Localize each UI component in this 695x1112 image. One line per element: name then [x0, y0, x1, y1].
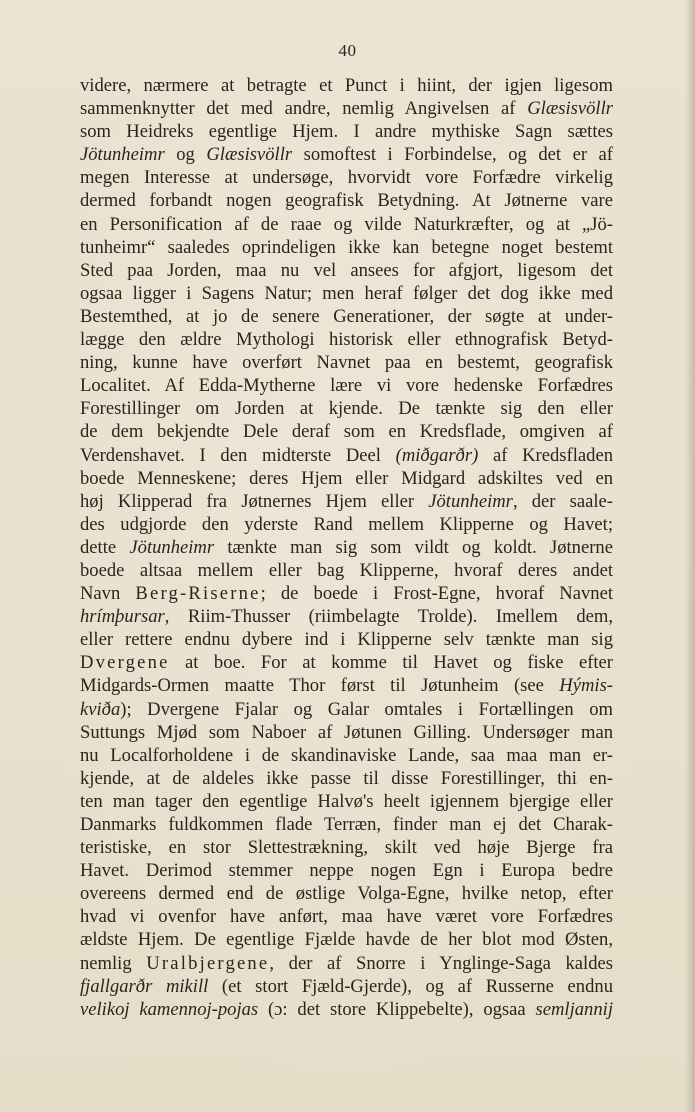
text-line: [80, 166, 613, 189]
text-segment: ældste Hjem. De egentlige Fjælde havde de her blot mod Østen,: [80, 929, 613, 951]
text-segment: eller rettere endnu dybere ind i Klipperne selv tænkte man sig: [80, 629, 613, 651]
text-line: [80, 628, 613, 651]
text-line: [80, 120, 613, 143]
text-segment: Danmarks fuldkommen flade Terræn, finder man ej det Charak-: [80, 814, 613, 835]
text-segment: ); Dvergene Fjalar og Galar omtales i Fortællingen om: [120, 698, 613, 720]
text-line: [80, 143, 613, 166]
text-segment: boede altsaa mellem eller bag Klipperne, hvoraf deres andet: [80, 559, 613, 581]
text-line: [80, 790, 613, 813]
text-line: [80, 536, 613, 559]
text-segment: Midgards-Ormen maatte Thor først til Jøtunheim (see: [80, 675, 560, 697]
text-line: [80, 582, 613, 605]
italic-term: fjallgarðr mikill: [80, 975, 209, 997]
text-line: [80, 213, 613, 236]
text-line: [80, 998, 613, 1021]
text-line: [80, 490, 613, 513]
spaced-term: Berg-Riserne: [135, 583, 261, 605]
text-segment: videre, nærmere at betragte et Punct i hiint, der igjen ligesom: [80, 75, 613, 96]
text-line: [80, 559, 613, 582]
text-segment: Sted paa Jorden, maa nu vel ansees for afgjort, ligesom det: [80, 259, 613, 281]
italic-term: Jötunheimr: [129, 536, 215, 558]
text-segment: ogsaa ligger i Sagens Natur; men heraf følger det dog ikke med: [80, 282, 613, 304]
text-segment: og: [164, 144, 207, 166]
text-segment: des udgjorde den yderste Rand mellem Klipperne og Havet;: [80, 513, 613, 535]
italic-term: Hýmis-: [559, 675, 613, 697]
text-segment: dermed forbandt nogen geografisk Betydning. At Jøtnerne vare: [80, 190, 613, 212]
text-line: [80, 905, 613, 928]
text-segment: , der saale-: [512, 490, 613, 512]
text-segment: sammenknytter det med andre, nemlig Angivelsen af: [80, 98, 528, 120]
text-line: [80, 674, 613, 697]
text-segment: Forestillinger om Jorden at kjende. De tænkte sig den eller: [80, 398, 613, 420]
text-segment: , der af Snorre i Ynglinge-Saga kaldes: [269, 952, 613, 974]
spaced-term: Uralbjergene: [146, 952, 270, 974]
text-line: [80, 420, 613, 443]
text-line: [80, 651, 613, 674]
text-segment: en Personification af de raae og vilde Naturkræfter, og at „Jö-: [80, 213, 613, 235]
text-segment: Bestemthed, at jo de senere Generationer, der søgte at under-: [80, 305, 613, 327]
text-segment: boede Menneskene; deres Hjem eller Midgard adskiltes ved en: [80, 467, 613, 489]
text-segment: nu Localforholdene i de skandinaviske Lande, saa maa man er-: [80, 744, 613, 766]
text-line: [80, 813, 613, 836]
italic-term: (miðgarðr): [395, 444, 479, 466]
italic-term: velikoj kamennoj-pojas: [80, 998, 259, 1020]
text-line: [80, 305, 613, 328]
text-segment: som Heidreks egentlige Hjem. I andre mythiske Sagn sættes: [80, 121, 613, 143]
spaced-term: Dvergene: [80, 652, 170, 674]
text-line: [80, 952, 613, 975]
text-segment: nemlig: [80, 952, 147, 974]
text-segment: af Kredsfladen: [478, 444, 613, 466]
italic-term: kviða: [80, 698, 121, 720]
text-line: [80, 721, 613, 744]
text-line: [80, 467, 613, 490]
text-line: [80, 397, 613, 420]
text-segment: ; de boede i Frost-Egne, hvoraf Navnet: [260, 583, 613, 605]
italic-term: semljannij: [535, 998, 613, 1020]
text-line: [80, 97, 613, 120]
page-edge-shadow: [685, 0, 695, 1112]
text-segment: Suttungs Mjød som Naboer af Jøtunen Gilling. Undersøger man: [80, 721, 613, 743]
text-line: [80, 74, 613, 97]
text-segment: megen Interesse at undersøge, hvorvidt vore Forfædre virkelig: [80, 167, 613, 189]
text-line: [80, 513, 613, 536]
text-line: [80, 259, 613, 282]
text-segment: de dem bekjendte Dele deraf som en Kredsflade, omgiven af: [80, 421, 613, 443]
text-segment: Havet. Derimod stemmer neppe nogen Egn i Europa bedre: [80, 860, 613, 882]
italic-term: Glæsisvöllr: [527, 98, 613, 120]
italic-term: Glæsisvöllr: [206, 144, 293, 166]
text-segment: teristiske, en stor Slettestrækning, skilt ved høje Bjerge fra: [80, 837, 613, 859]
text-line: [80, 236, 613, 259]
text-line: [80, 605, 613, 628]
italic-term: hrímþursar: [80, 606, 165, 628]
text-segment: tunheimr“ saaledes oprindeligen ikke kan betegne noget bestemt: [80, 236, 613, 258]
text-line: [80, 928, 613, 951]
text-segment: dette: [80, 536, 130, 558]
text-segment: (ɔ: det store Klippebelte), ogsaa: [258, 998, 536, 1020]
text-segment: Verdenshavet. I den midterste Deel: [80, 444, 396, 466]
text-line: [80, 836, 613, 859]
page-number: 40: [338, 41, 357, 60]
text-segment: ning, kunne have overført Navnet paa en bestemt, geografisk: [80, 352, 613, 374]
text-line: [80, 189, 613, 212]
text-segment: Navn: [80, 583, 136, 605]
italic-term: Jötunheimr: [428, 490, 513, 512]
text-line: [80, 859, 613, 882]
text-line: [80, 351, 613, 374]
text-segment: hvad vi ovenfor have anført, maa have været vore Forfædres: [80, 906, 613, 928]
text-segment: ten man tager den egentlige Halvø's heelt igjennem bjergige eller: [80, 790, 613, 812]
text-line: [80, 767, 613, 790]
text-line: [80, 282, 613, 305]
text-segment: , Riim-Thusser (riimbelagte Trolde). Imellem dem,: [164, 606, 613, 628]
text-line: [80, 374, 613, 397]
body-text: [80, 74, 613, 1021]
italic-term: Jötunheimr: [80, 144, 165, 166]
text-line: [80, 744, 613, 767]
text-segment: tænkte man sig som vildt og koldt. Jøtnerne: [214, 536, 613, 558]
text-segment: somoftest i Forbindelse, og det er af: [292, 144, 614, 166]
text-line: [80, 975, 613, 998]
text-line: [80, 882, 613, 905]
text-line: [80, 698, 613, 721]
text-segment: Localitet. Af Edda-Mytherne lære vi vore hedenske Forfædres: [80, 375, 613, 397]
text-segment: kjende, at de aldeles ikke passe til disse Forestillinger, thi en-: [80, 767, 613, 789]
text-line: [80, 444, 613, 467]
text-segment: at boe. For at komme til Havet og fiske efter: [169, 652, 613, 674]
text-segment: lægge den ældre Mythologi historisk eller ethnografisk Betyd-: [80, 329, 613, 351]
text-segment: høj Klipperad fra Jøtnernes Hjem eller: [80, 490, 429, 512]
text-segment: overeens dermed end de østlige Volga-Egne, hvilke netop, efter: [80, 883, 613, 905]
text-segment: (et stort Fjæld-Gjerde), og af Russerne endnu: [208, 975, 613, 997]
text-line: [80, 328, 613, 351]
